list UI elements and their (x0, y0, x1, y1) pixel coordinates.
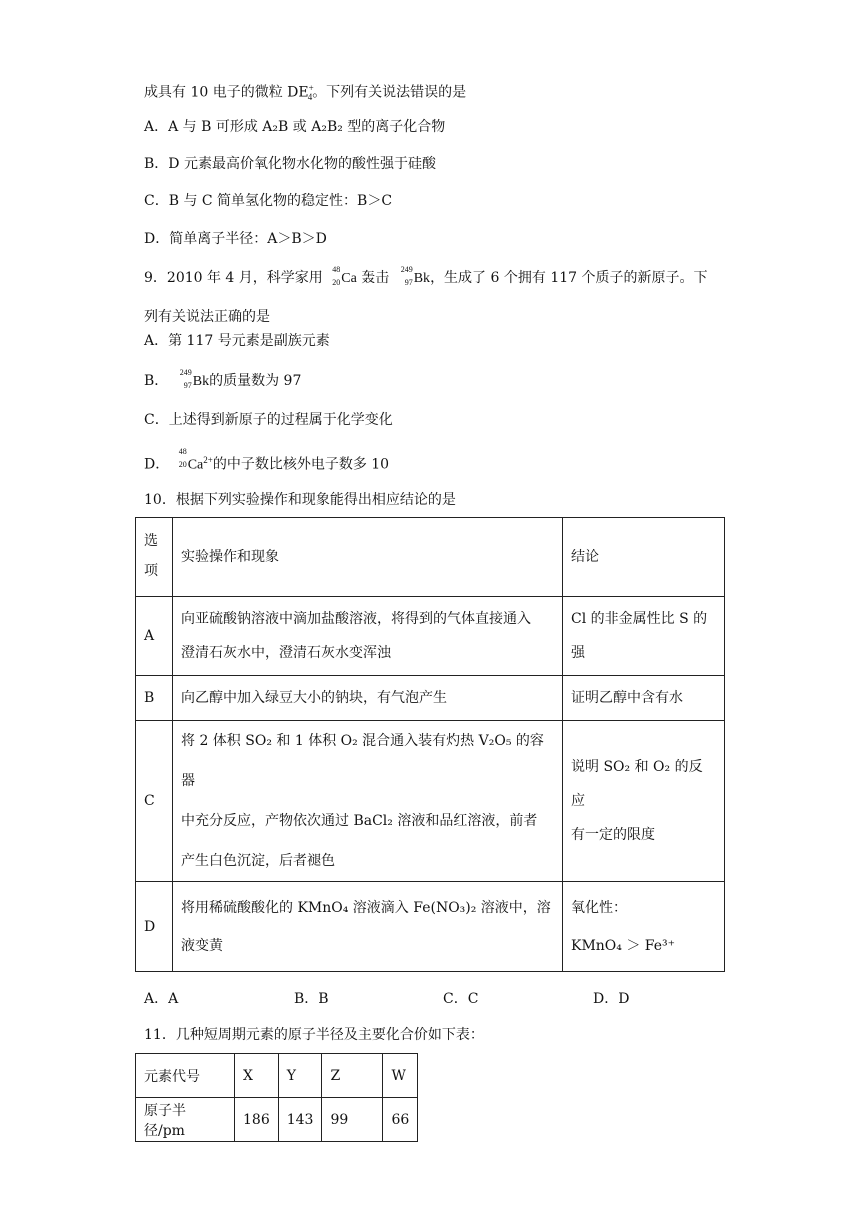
q10-row-c-conclusion: 说明 SO₂ 和 O₂ 的反应 有一定的限度 (563, 721, 725, 882)
q11-stem: 11．几种短周期元素的原子半径及主要化合价如下表： (144, 1027, 484, 1043)
q10-row-a-option: A (136, 597, 173, 676)
q9-option-b[interactable] (144, 368, 302, 392)
q11-row-radius (136, 1098, 418, 1142)
q8-option-c[interactable]: C．B 与 C 简单氢化物的稳定性：B＞C (144, 193, 393, 209)
bk-nuclide-mass-number: 249 97 (400, 265, 413, 287)
q11-cell: 186 (235, 1098, 279, 1142)
q10-header-row (136, 518, 725, 597)
q10-stem: 10．根据下列实验操作和现象能得出相应结论的是 (144, 492, 456, 508)
q9-option-d-label: D． (144, 456, 170, 473)
q9-stem-part3: ，生成了 6 个拥有 117 个质子的新原子。下 (430, 270, 708, 286)
q10-choice-d[interactable]: D．D (593, 991, 630, 1007)
q11-cell: W (383, 1054, 418, 1098)
q11-cell: 元素代号 (136, 1054, 235, 1098)
q10-row-d-conclusion: 氧化性： KMnO₄ ＞ Fe³⁺ (563, 882, 725, 972)
q10-row-b-option: B (136, 676, 173, 721)
q10-row-d (136, 882, 725, 972)
q9-stem-line1 (144, 265, 708, 289)
q9-stem-line2: 列有关说法正确的是 (144, 309, 270, 325)
q9-stem-part2: 轰击 (361, 270, 390, 286)
ca-symbol: Ca (341, 271, 357, 286)
q10-row-a-operation: 向亚硫酸钠溶液中滴加盐酸溶液，将得到的气体直接通入 澄清石灰水中，澄清石灰水变浑浊 (173, 597, 563, 676)
q8-option-b[interactable]: B．D 元素最高价氧化物水化物的酸性强于硅酸 (144, 156, 436, 172)
q10-row-b (136, 676, 725, 721)
q11-cell: 66 (383, 1098, 418, 1142)
q10-row-a-conclusion: Cl 的非金属性比 S 的 强 (563, 597, 725, 676)
bk-symbol: Bk (413, 271, 431, 286)
ca-charge: 2+ (203, 455, 213, 465)
q10-row-c-operation: 将 2 体积 SO₂ 和 1 体积 O₂ 混合通入装有灼热 V₂O₅ 的容器 中充分反应，产物依次通过 BaCl₂ 溶液和品红溶液，前者 产生白色沉淀，后者褪色 (173, 721, 563, 882)
q10-row-c-option: C (136, 721, 173, 882)
q11-cell: X (235, 1054, 279, 1098)
q9-stem-part1: 9．2010 年 4 月，科学家用 (144, 270, 323, 286)
q8-option-a[interactable]: A．A 与 B 可形成 A₂B 或 A₂B₂ 型的离子化合物 (144, 119, 446, 135)
q10-row-a (136, 597, 725, 676)
q10-header-operation: 实验操作和现象 (173, 518, 563, 597)
q10-choice-a[interactable]: A．A (144, 991, 179, 1007)
q11-cell: 143 (278, 1098, 322, 1142)
q11-cell: Z (322, 1054, 383, 1098)
ca-symbol-option-d: Ca (187, 457, 204, 473)
ca-nuclide-mass-number: 48 20 (332, 265, 341, 287)
q10-row-b-operation: 向乙醇中加入绿豆大小的钠块，有气泡产生 (173, 676, 563, 721)
ca-nuclide-option-d: 48 20 (178, 447, 187, 469)
q10-row-c (136, 721, 725, 882)
q10-row-d-operation: 将用稀硫酸酸化的 KMnO₄ 溶液滴入 Fe(NO₃)₂ 溶液中，溶 液变黄 (173, 882, 563, 972)
q8-intro-sub: 4 (307, 92, 313, 103)
q11-cell: 原子半径/pm (136, 1098, 235, 1142)
q8-intro-sup: + (308, 83, 314, 93)
q9-option-a[interactable]: A．第 117 号元素是副族元素 (144, 333, 330, 349)
q8-intro-post: 。下列有关说法错误的是 (312, 84, 467, 101)
q11-table (135, 1053, 418, 1142)
q11-cell: 99 (322, 1098, 383, 1142)
q8-intro (144, 78, 466, 107)
q9-option-c[interactable]: C．上述得到新原子的过程属于化学变化 (144, 412, 393, 428)
bk-symbol-option-b: Bk (192, 374, 210, 389)
bk-nuclide-option-b: 249 97 (179, 368, 192, 390)
q10-header-option: 选项 (136, 518, 173, 597)
q8-option-d[interactable]: D．简单离子半径：A＞B＞D (144, 231, 327, 247)
q9-option-b-text: 的质量数为 97 (209, 373, 302, 389)
q10-table (135, 517, 725, 972)
q10-choice-c[interactable]: C．C (443, 991, 479, 1007)
q10-choice-b[interactable]: B．B (294, 991, 329, 1007)
q9-option-d-text: 的中子数比核外电子数多 10 (212, 456, 390, 473)
q9-option-d[interactable] (144, 447, 390, 476)
q10-row-b-conclusion: 证明乙醇中含有水 (563, 676, 725, 721)
q11-row-symbol (136, 1054, 418, 1098)
q8-intro-pre: 成具有 10 电子的微粒 DE (144, 84, 309, 101)
q10-row-d-option: D (136, 882, 173, 972)
q9-option-b-label: B． (144, 373, 169, 389)
q11-cell: Y (278, 1054, 322, 1098)
q10-header-conclusion: 结论 (563, 518, 725, 597)
